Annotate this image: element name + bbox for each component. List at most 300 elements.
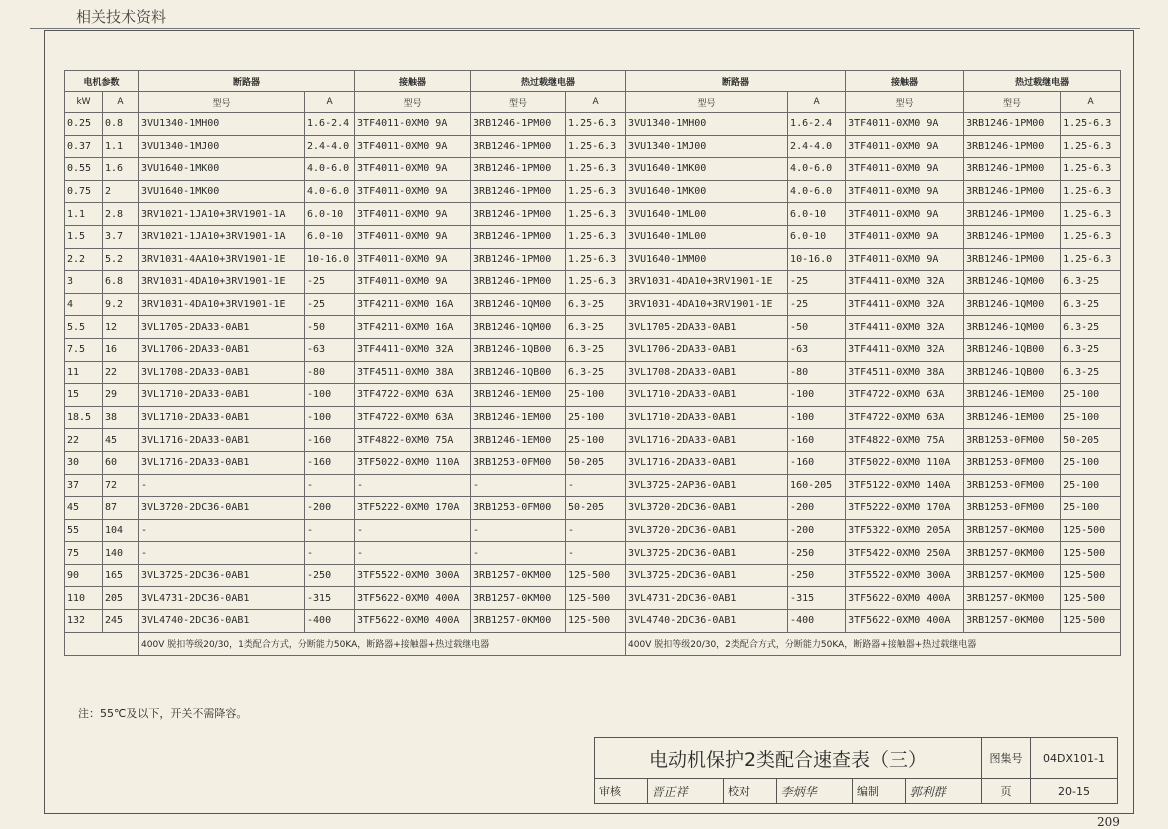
draw-name: 郭利群 — [905, 779, 981, 804]
table-cell: -25 — [788, 271, 846, 294]
table-cell: - — [305, 519, 355, 542]
table-cell: 3VU1340-1MJ00 — [139, 135, 305, 158]
sub-header: A — [566, 92, 626, 113]
table-cell: 3TF4511-0XM0 38A — [846, 361, 964, 384]
table-row — [65, 316, 1121, 339]
table-cell: 205 — [103, 587, 139, 610]
table-cell: 3TF4411-0XM0 32A — [846, 271, 964, 294]
table-cell: 3TF4211-0XM0 16A — [355, 293, 471, 316]
table-cell: 6.0-10 — [788, 203, 846, 226]
table-cell: -315 — [788, 587, 846, 610]
table-cell: 0.55 — [65, 158, 103, 181]
table-cell: 6.3-25 — [1061, 316, 1121, 339]
table-cell: 3TF4011-0XM0 9A — [846, 135, 964, 158]
table-cell: 2.2 — [65, 248, 103, 271]
table-cell: 6.0-10 — [305, 203, 355, 226]
table-cell: -63 — [305, 338, 355, 361]
header-rule — [30, 28, 1140, 29]
table-cell: 1.25-6.3 — [566, 203, 626, 226]
table-row — [65, 293, 1121, 316]
table-cell: 1.25-6.3 — [1061, 135, 1121, 158]
table-cell: 3VL3720-2DC36-0AB1 — [139, 497, 305, 520]
sub-header: 型号 — [471, 92, 566, 113]
table-cell: -160 — [788, 429, 846, 452]
table-cell: 6.3-25 — [566, 316, 626, 339]
table-cell: 18.5 — [65, 406, 103, 429]
table-cell: 3RB1246-1PM00 — [471, 113, 566, 136]
table-cell: - — [471, 542, 566, 565]
table-cell: -25 — [788, 293, 846, 316]
table-cell: 3TF5522-0XM0 300A — [846, 564, 964, 587]
table-cell: 3VL1708-2DA33-0AB1 — [139, 361, 305, 384]
table-row — [65, 406, 1121, 429]
table-row — [65, 361, 1121, 384]
table-cell: 3RB1246-1EM00 — [964, 384, 1061, 407]
table-cell: 125-500 — [566, 564, 626, 587]
table-cell: 3TF5622-0XM0 400A — [355, 587, 471, 610]
table-cell: 3RB1246-1PM00 — [471, 135, 566, 158]
table-cell: 6.3-25 — [1061, 361, 1121, 384]
table-row — [65, 429, 1121, 452]
table-cell: 3RB1246-1PM00 — [964, 225, 1061, 248]
table-cell: 22 — [65, 429, 103, 452]
group-header-row — [65, 71, 1121, 92]
table-cell: 125-500 — [566, 610, 626, 633]
header-relay-2: 热过载继电器 — [964, 71, 1121, 92]
table-cell: 3TF5522-0XM0 300A — [355, 564, 471, 587]
table-cell: 3RB1257-0KM00 — [471, 587, 566, 610]
table-cell: 4 — [65, 293, 103, 316]
table-cell: 1.25-6.3 — [566, 225, 626, 248]
table-cell: 3RB1246-1PM00 — [964, 248, 1061, 271]
table-cell: 125-500 — [1061, 519, 1121, 542]
footer-left: 400V 脱扣等级20/30，1类配合方式，分断能力50KA，断路器+接触器+热过载继电器 — [139, 632, 626, 655]
table-row — [65, 587, 1121, 610]
table-cell: - — [355, 519, 471, 542]
table-row — [65, 271, 1121, 294]
table-cell: 3VL1705-2DA33-0AB1 — [626, 316, 788, 339]
table-cell: 3TF4011-0XM0 9A — [355, 113, 471, 136]
table-cell: 3TF5122-0XM0 140A — [846, 474, 964, 497]
table-cell: 3TF4011-0XM0 9A — [846, 180, 964, 203]
table-cell: 140 — [103, 542, 139, 565]
header-breaker-2: 断路器 — [626, 71, 846, 92]
table-cell: 3TF4011-0XM0 9A — [846, 158, 964, 181]
table-cell: 3RB1246-1QM00 — [471, 293, 566, 316]
table-cell: - — [566, 542, 626, 565]
drawing-title: 电动机保护2类配合速查表（三） — [595, 738, 982, 779]
table-cell: 3TF4011-0XM0 9A — [846, 248, 964, 271]
table-cell: 3TF5022-0XM0 110A — [355, 451, 471, 474]
table-cell: 0.37 — [65, 135, 103, 158]
table-cell: - — [471, 474, 566, 497]
table-cell: -200 — [788, 497, 846, 520]
table-cell: - — [305, 542, 355, 565]
table-cell: 3RB1246-1PM00 — [964, 135, 1061, 158]
table-cell: 3RB1257-0KM00 — [471, 564, 566, 587]
table-cell: 3RB1246-1PM00 — [471, 158, 566, 181]
title-block — [594, 737, 1118, 804]
table-cell: 3RB1246-1QB00 — [964, 338, 1061, 361]
table-cell: 3RB1246-1PM00 — [471, 248, 566, 271]
table-cell: 45 — [103, 429, 139, 452]
table-cell: 3TF4411-0XM0 32A — [846, 316, 964, 339]
table-cell: 3TF4011-0XM0 9A — [355, 135, 471, 158]
table-cell: -100 — [305, 384, 355, 407]
table-cell: 3VL1716-2DA33-0AB1 — [626, 429, 788, 452]
table-cell: 3VU1340-1MJ00 — [626, 135, 788, 158]
table-cell: 3TF4511-0XM0 38A — [355, 361, 471, 384]
table-cell: 3RV1031-4DA10+3RV1901-1E — [139, 271, 305, 294]
table-cell: 3TF4822-0XM0 75A — [846, 429, 964, 452]
table-cell: 1.25-6.3 — [566, 271, 626, 294]
sub-header: kW — [65, 92, 103, 113]
table-cell: 125-500 — [1061, 587, 1121, 610]
table-cell: 3VL1708-2DA33-0AB1 — [626, 361, 788, 384]
table-cell: 3RB1246-1QM00 — [471, 316, 566, 339]
table-cell: 11 — [65, 361, 103, 384]
table-cell: 25-100 — [1061, 474, 1121, 497]
page-label: 页 — [982, 779, 1031, 804]
table-cell: -250 — [305, 564, 355, 587]
table-cell: -100 — [788, 384, 846, 407]
table-cell: 3TF4011-0XM0 9A — [846, 113, 964, 136]
table-cell: 30 — [65, 451, 103, 474]
table-cell: 3TF4011-0XM0 9A — [846, 203, 964, 226]
table-cell: 1.25-6.3 — [566, 135, 626, 158]
review-name: 晋正祥 — [647, 779, 723, 804]
table-cell: - — [471, 519, 566, 542]
table-cell: 125-500 — [1061, 542, 1121, 565]
sub-header-row — [65, 92, 1121, 113]
table-cell: 3RV1031-4DA10+3RV1901-1E — [626, 271, 788, 294]
table-cell: 25-100 — [1061, 451, 1121, 474]
table-row — [65, 474, 1121, 497]
table-cell: 25-100 — [566, 429, 626, 452]
review-label: 审核 — [595, 779, 648, 804]
table-cell: 3VU1640-1MM00 — [626, 248, 788, 271]
table-cell: 6.3-25 — [566, 293, 626, 316]
table-cell: 3RB1246-1PM00 — [471, 203, 566, 226]
table-cell: 1.25-6.3 — [1061, 180, 1121, 203]
table-cell: 3TF4722-0XM0 63A — [846, 406, 964, 429]
table-row — [65, 225, 1121, 248]
table-cell: 60 — [103, 451, 139, 474]
sub-header: A — [305, 92, 355, 113]
table-row — [65, 338, 1121, 361]
table-cell: 25-100 — [1061, 406, 1121, 429]
header-breaker-1: 断路器 — [139, 71, 355, 92]
table-cell: 3TF5622-0XM0 400A — [846, 587, 964, 610]
table-cell: - — [305, 474, 355, 497]
draw-label: 编制 — [852, 779, 905, 804]
table-cell: -200 — [305, 497, 355, 520]
table-cell: 3TF5222-0XM0 170A — [846, 497, 964, 520]
table-cell: 3VL3725-2DC36-0AB1 — [626, 564, 788, 587]
table-row — [65, 248, 1121, 271]
table-cell: 3RB1246-1QB00 — [471, 338, 566, 361]
table-cell: 104 — [103, 519, 139, 542]
table-cell: - — [566, 519, 626, 542]
table-cell: -50 — [305, 316, 355, 339]
table-cell: 55 — [65, 519, 103, 542]
table-cell: 3RB1257-0KM00 — [964, 610, 1061, 633]
table-cell: 3TF5222-0XM0 170A — [355, 497, 471, 520]
header-relay-1: 热过载继电器 — [471, 71, 626, 92]
page-number: 209 — [1097, 815, 1120, 829]
table-cell: 3VL4740-2DC36-0AB1 — [139, 610, 305, 633]
table-cell: 2.4-4.0 — [788, 135, 846, 158]
table-cell: 1.6-2.4 — [788, 113, 846, 136]
table-cell: 3VL1716-2DA33-0AB1 — [139, 429, 305, 452]
table-cell: 3VL4740-2DC36-0AB1 — [626, 610, 788, 633]
table-cell: 25-100 — [566, 406, 626, 429]
table-cell: 22 — [103, 361, 139, 384]
table-cell: -25 — [305, 271, 355, 294]
table-cell: 3RB1253-0FM00 — [964, 474, 1061, 497]
table-cell: 6.0-10 — [788, 225, 846, 248]
check-label: 校对 — [723, 779, 776, 804]
table-cell: 3RB1246-1PM00 — [964, 203, 1061, 226]
table-cell: 1.25-6.3 — [1061, 248, 1121, 271]
table-cell: 12 — [103, 316, 139, 339]
table-cell: 3VL1710-2DA33-0AB1 — [626, 406, 788, 429]
table-cell: 3VU1640-1ML00 — [626, 203, 788, 226]
table-row — [65, 542, 1121, 565]
sub-header: A — [103, 92, 139, 113]
table-cell: 25-100 — [1061, 497, 1121, 520]
table-cell: 3RB1253-0FM00 — [964, 497, 1061, 520]
table-cell: - — [566, 474, 626, 497]
table-cell: 1.25-6.3 — [566, 113, 626, 136]
table-cell: 5.5 — [65, 316, 103, 339]
table-cell: 3VL3725-2DC36-0AB1 — [139, 564, 305, 587]
table-cell: 3TF4722-0XM0 63A — [846, 384, 964, 407]
table-cell: 3RB1257-0KM00 — [471, 610, 566, 633]
footer-right: 400V 脱扣等级20/30，2类配合方式，分断能力50KA，断路器+接触器+热过载继电器 — [626, 632, 1121, 655]
table-row — [65, 180, 1121, 203]
table-cell: 1.25-6.3 — [1061, 203, 1121, 226]
table-cell: 2.8 — [103, 203, 139, 226]
table-cell: 45 — [65, 497, 103, 520]
table-cell: 3RB1246-1QB00 — [471, 361, 566, 384]
table-cell: 2 — [103, 180, 139, 203]
table-cell: 6.3-25 — [1061, 271, 1121, 294]
table-cell: 132 — [65, 610, 103, 633]
table-cell: 125-500 — [1061, 564, 1121, 587]
table-cell: 3RB1246-1PM00 — [471, 271, 566, 294]
table-cell: 38 — [103, 406, 139, 429]
table-cell: 3VU1640-1ML00 — [626, 225, 788, 248]
table-cell: 125-500 — [1061, 610, 1121, 633]
table-row — [65, 158, 1121, 181]
table-cell: 72 — [103, 474, 139, 497]
table-cell: 3RB1246-1EM00 — [471, 406, 566, 429]
table-cell: 50-205 — [566, 451, 626, 474]
table-cell: 7.5 — [65, 338, 103, 361]
table-cell: 4.0-6.0 — [788, 180, 846, 203]
table-cell: 160-205 — [788, 474, 846, 497]
header-contactor-1: 接触器 — [355, 71, 471, 92]
table-cell: 3VU1340-1MH00 — [626, 113, 788, 136]
table-cell: 3VL3725-2AP36-0AB1 — [626, 474, 788, 497]
table-cell: 3TF5622-0XM0 400A — [355, 610, 471, 633]
table-cell: -250 — [788, 564, 846, 587]
table-cell: 3TF4722-0XM0 63A — [355, 406, 471, 429]
page-value: 20-15 — [1031, 779, 1118, 804]
table-row — [65, 113, 1121, 136]
table-cell: -160 — [305, 451, 355, 474]
table-cell: 3TF4011-0XM0 9A — [355, 225, 471, 248]
table-cell: 3VU1340-1MH00 — [139, 113, 305, 136]
table-cell: 3RB1246-1QB00 — [964, 361, 1061, 384]
table-cell: 3TF5022-0XM0 110A — [846, 451, 964, 474]
table-cell: 15 — [65, 384, 103, 407]
table-cell: 3TF4011-0XM0 9A — [355, 203, 471, 226]
sub-header: 型号 — [355, 92, 471, 113]
table-cell: 3RB1246-1QM00 — [964, 293, 1061, 316]
table-cell: 0.75 — [65, 180, 103, 203]
table-cell: 3RB1257-0KM00 — [964, 587, 1061, 610]
table-cell: - — [139, 474, 305, 497]
table-cell: 3VU1640-1MK00 — [626, 158, 788, 181]
table-cell: 3TF4211-0XM0 16A — [355, 316, 471, 339]
table-cell: 1.25-6.3 — [566, 248, 626, 271]
table-cell: 3RB1246-1PM00 — [964, 158, 1061, 181]
table-cell: -25 — [305, 293, 355, 316]
sub-header: 型号 — [846, 92, 964, 113]
table-cell: -160 — [305, 429, 355, 452]
table-cell: 1.25-6.3 — [1061, 225, 1121, 248]
table-cell: 50-205 — [1061, 429, 1121, 452]
table-cell: 6.3-25 — [1061, 293, 1121, 316]
table-cell: 10-16.0 — [305, 248, 355, 271]
table-cell: -80 — [788, 361, 846, 384]
table-row — [65, 451, 1121, 474]
table-cell: 3TF4011-0XM0 9A — [355, 180, 471, 203]
header-motel: 电机参数 — [65, 71, 139, 92]
table-cell: 75 — [65, 542, 103, 565]
table-cell: 4.0-6.0 — [305, 158, 355, 181]
table-cell: 3VL1706-2DA33-0AB1 — [139, 338, 305, 361]
table-cell: 3RV1031-4DA10+3RV1901-1E — [139, 293, 305, 316]
table-cell: 3RV1021-1JA10+3RV1901-1A — [139, 203, 305, 226]
data-table — [64, 70, 1121, 656]
table-cell: - — [139, 519, 305, 542]
table-cell: 3VL1710-2DA33-0AB1 — [626, 384, 788, 407]
footer-row — [65, 632, 1121, 655]
atlas-number: 04DX101-1 — [1031, 738, 1118, 779]
sub-header: 型号 — [139, 92, 305, 113]
table-cell: 1.25-6.3 — [566, 158, 626, 181]
table-cell: 3RB1246-1PM00 — [471, 180, 566, 203]
table-cell: 3RB1246-1PM00 — [471, 225, 566, 248]
table-cell: 3TF4411-0XM0 32A — [846, 293, 964, 316]
table-cell: 3RB1257-0KM00 — [964, 542, 1061, 565]
table-cell: 0.25 — [65, 113, 103, 136]
table-cell: 3VU1640-1MK00 — [626, 180, 788, 203]
table-cell: 9.2 — [103, 293, 139, 316]
table-row — [65, 497, 1121, 520]
table-cell: 3VL3720-2DC36-0AB1 — [626, 519, 788, 542]
table-cell: 3RB1246-1EM00 — [471, 429, 566, 452]
table-cell: 1.5 — [65, 225, 103, 248]
table-cell: 3TF4011-0XM0 9A — [846, 225, 964, 248]
table-cell: 3RB1257-0KM00 — [964, 564, 1061, 587]
table-cell: 3 — [65, 271, 103, 294]
check-name: 李炳华 — [776, 779, 852, 804]
table-cell: - — [355, 542, 471, 565]
table-cell: 1.25-6.3 — [1061, 113, 1121, 136]
table-row — [65, 564, 1121, 587]
table-cell: -80 — [305, 361, 355, 384]
table-row — [65, 610, 1121, 633]
header-title: 相关技术资料 — [76, 8, 167, 26]
table-cell: 3VL1705-2DA33-0AB1 — [139, 316, 305, 339]
table-cell: 3.7 — [103, 225, 139, 248]
table-row — [65, 203, 1121, 226]
table-cell: 3RB1253-0FM00 — [471, 451, 566, 474]
table-row — [65, 519, 1121, 542]
table-cell: -100 — [788, 406, 846, 429]
footer-blank — [65, 632, 139, 655]
table-cell: 50-205 — [566, 497, 626, 520]
table-cell: -200 — [788, 519, 846, 542]
table-cell: 29 — [103, 384, 139, 407]
table-cell: 4.0-6.0 — [305, 180, 355, 203]
table-cell: 3RB1246-1PM00 — [964, 180, 1061, 203]
table-cell: 6.0-10 — [305, 225, 355, 248]
table-row — [65, 384, 1121, 407]
table-cell: 3VL1710-2DA33-0AB1 — [139, 406, 305, 429]
table-cell: 3TF4011-0XM0 9A — [355, 158, 471, 181]
table-cell: 3RB1246-1QM00 — [964, 271, 1061, 294]
table-cell: 90 — [65, 564, 103, 587]
table-cell: 1.6 — [103, 158, 139, 181]
table-cell: -315 — [305, 587, 355, 610]
table-cell: 3TF5422-0XM0 250A — [846, 542, 964, 565]
table-cell: 3RB1253-0FM00 — [964, 429, 1061, 452]
table-cell: 3VL1716-2DA33-0AB1 — [139, 451, 305, 474]
table-cell: 1.1 — [65, 203, 103, 226]
table-cell: 3VL1710-2DA33-0AB1 — [139, 384, 305, 407]
table-cell: 3VL4731-2DC36-0AB1 — [139, 587, 305, 610]
table-cell: 3VL3720-2DC36-0AB1 — [626, 497, 788, 520]
sub-header: A — [1061, 92, 1121, 113]
table-cell: 6.3-25 — [1061, 338, 1121, 361]
table-cell: -400 — [788, 610, 846, 633]
table-cell: 3VU1640-1MK00 — [139, 158, 305, 181]
table-cell: 3TF5622-0XM0 400A — [846, 610, 964, 633]
table-cell: 5.2 — [103, 248, 139, 271]
table-cell: 3VU1640-1MK00 — [139, 180, 305, 203]
table-cell: 3RV1031-4AA10+3RV1901-1E — [139, 248, 305, 271]
table-cell: 37 — [65, 474, 103, 497]
table-cell: 25-100 — [1061, 384, 1121, 407]
table-cell: 3VL4731-2DC36-0AB1 — [626, 587, 788, 610]
table-cell: 3TF4011-0XM0 9A — [355, 271, 471, 294]
table-cell: 2.4-4.0 — [305, 135, 355, 158]
table-cell: 3RB1246-1QM00 — [964, 316, 1061, 339]
table-cell: 6.8 — [103, 271, 139, 294]
table-cell: 3RB1253-0FM00 — [471, 497, 566, 520]
table-cell: 3RB1246-1PM00 — [964, 113, 1061, 136]
table-cell: 3TF4722-0XM0 63A — [355, 384, 471, 407]
sub-header: 型号 — [964, 92, 1061, 113]
table-cell: 3TF4011-0XM0 9A — [355, 248, 471, 271]
table-cell: 3TF4822-0XM0 75A — [355, 429, 471, 452]
table-cell: -250 — [788, 542, 846, 565]
